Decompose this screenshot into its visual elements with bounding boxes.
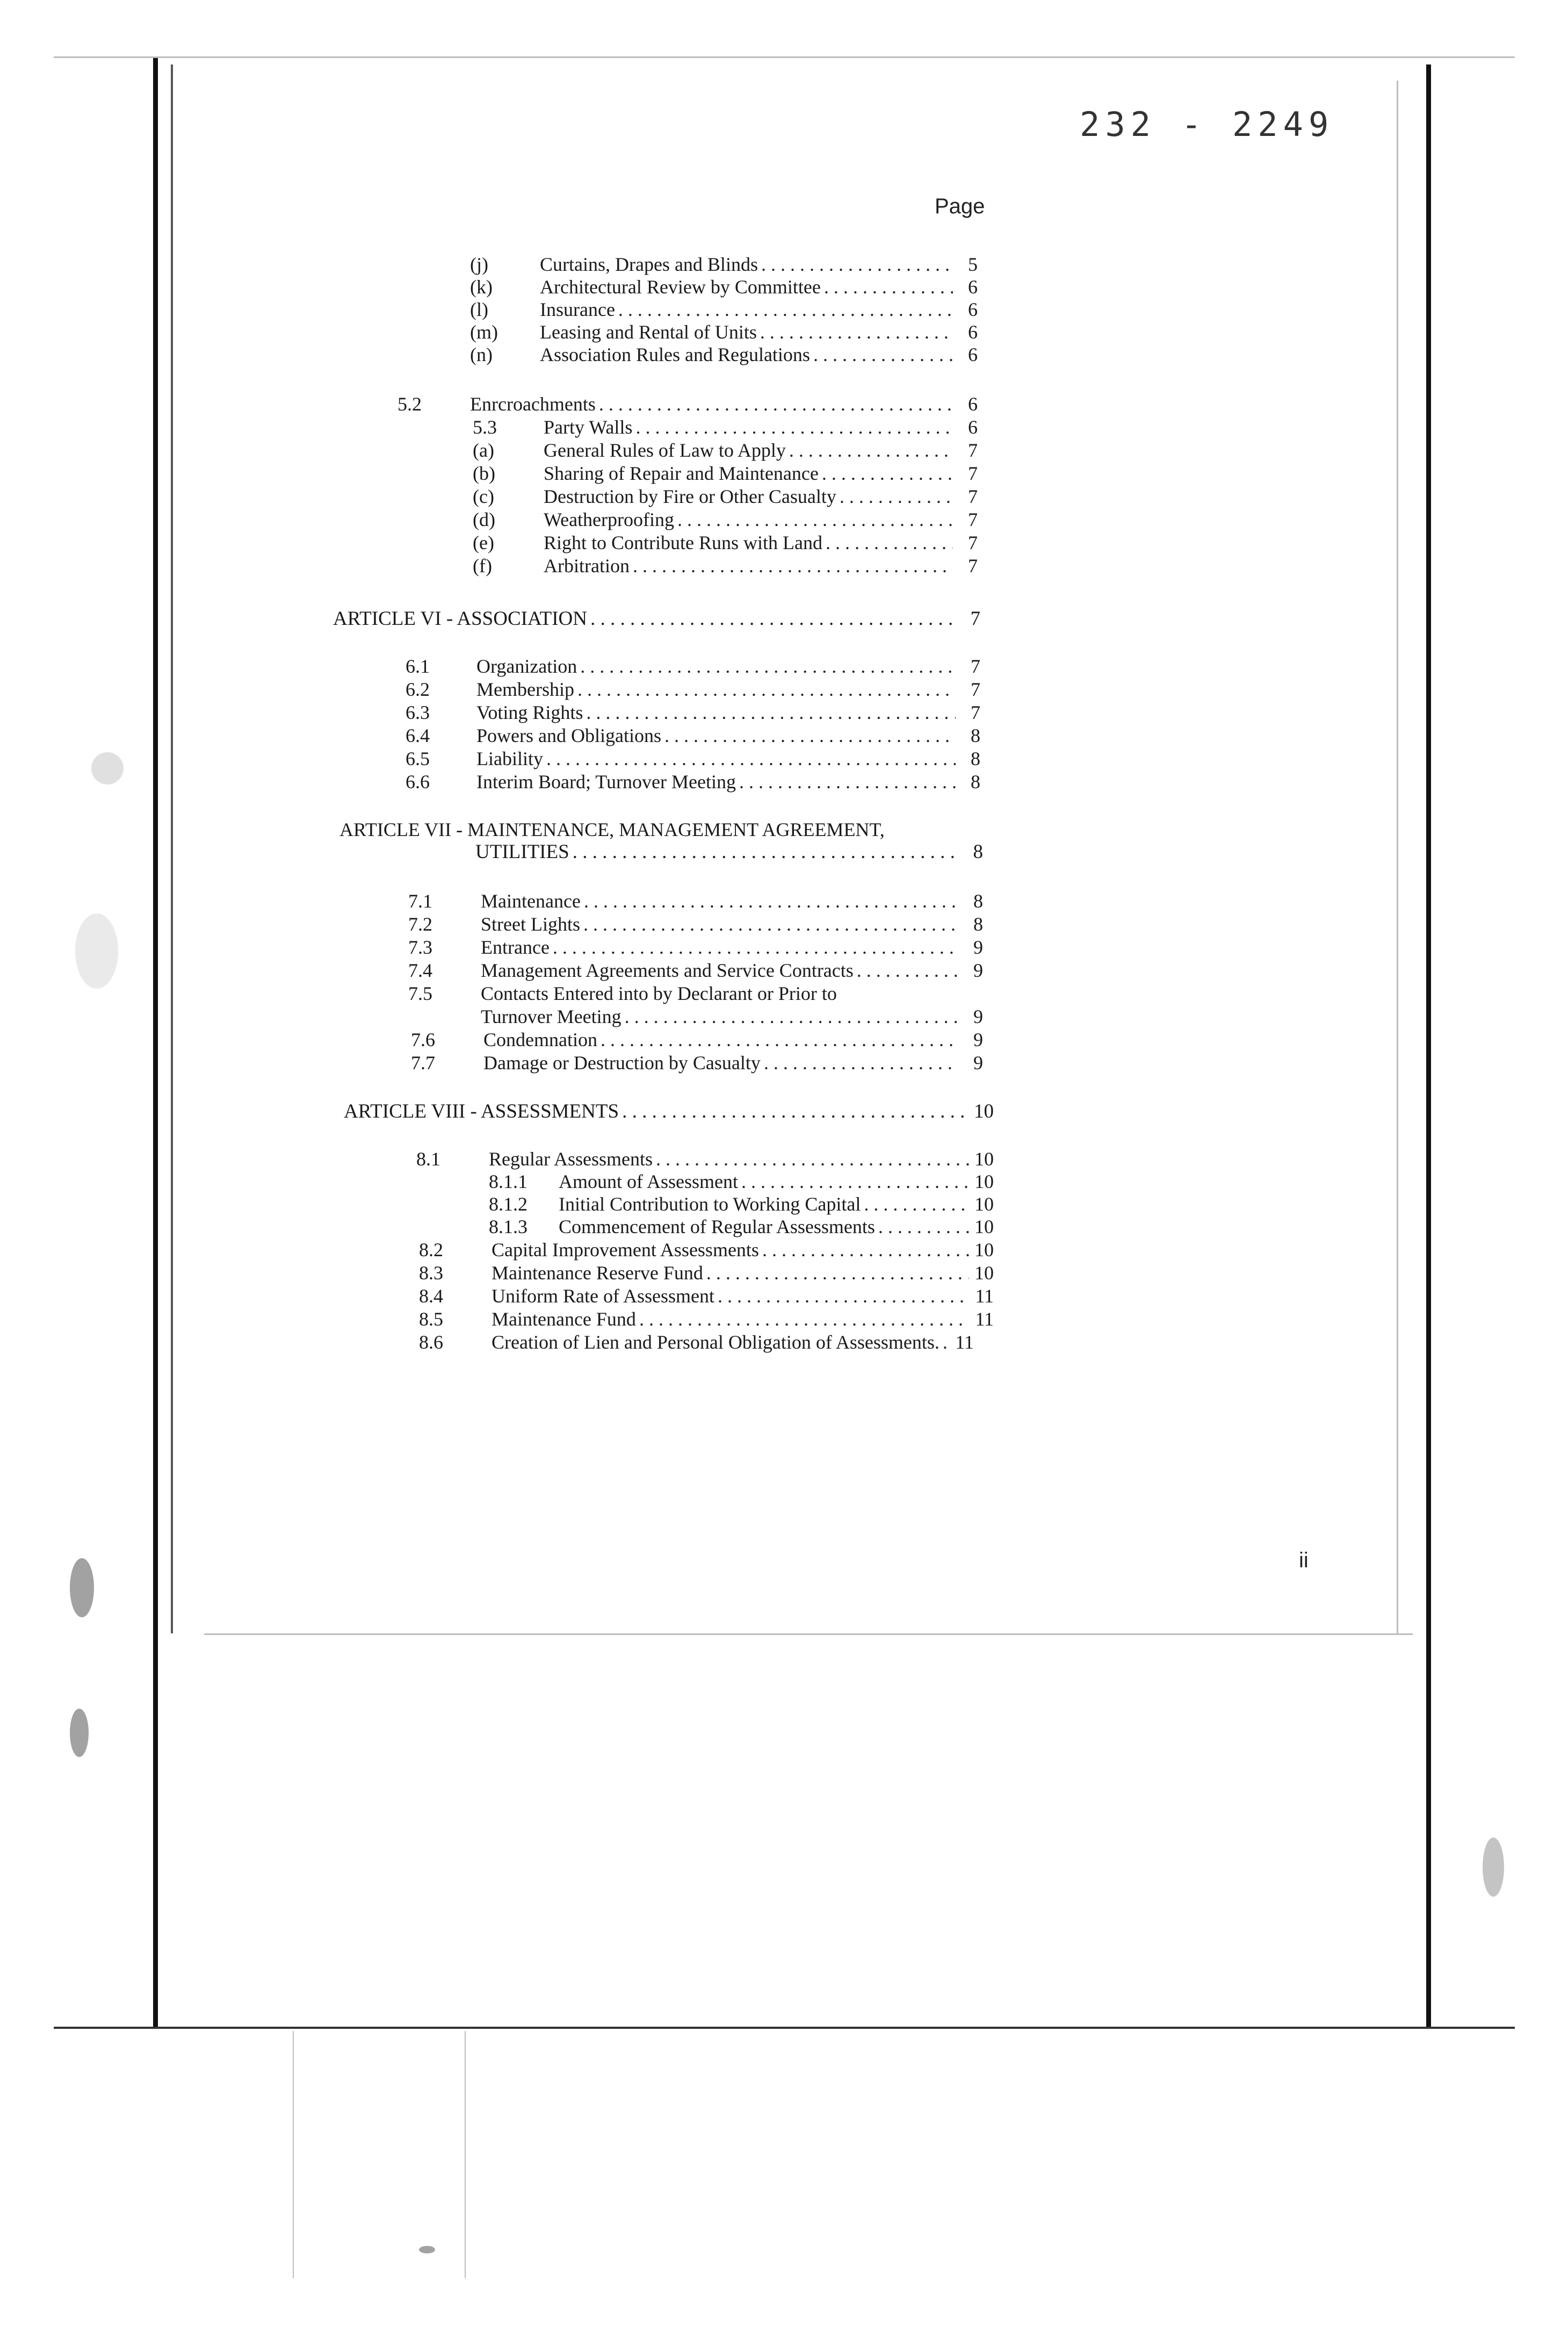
toc-entry-number: (d) xyxy=(473,509,495,530)
toc-entry-number: (f) xyxy=(473,555,492,577)
toc-entry-title: Insurance xyxy=(540,299,615,320)
toc-entry-page: 7 xyxy=(970,608,980,630)
toc-leader-dots xyxy=(878,1215,969,1238)
toc-leader-dots xyxy=(584,889,958,913)
toc-entry-page: 7 xyxy=(968,486,978,507)
toc-entry-number: 8.5 xyxy=(419,1308,443,1330)
toc-entry xyxy=(473,531,978,554)
toc-entry xyxy=(473,508,978,531)
toc-entry-number: 8.1.1 xyxy=(489,1171,528,1192)
toc-leader-dots xyxy=(553,935,958,959)
toc-entry-page: 11 xyxy=(975,1308,994,1330)
page-column-heading: Page xyxy=(935,195,985,218)
toc-entry-number: 8.6 xyxy=(419,1331,443,1353)
toc-entry-page: 9 xyxy=(973,937,983,958)
toc-entry-number: 8.1.3 xyxy=(489,1216,528,1237)
toc-entry-page: 6 xyxy=(968,416,978,438)
toc-article-heading-continued xyxy=(475,840,983,864)
toc-entry-title: General Rules of Law to Apply xyxy=(544,440,786,461)
toc-entry-title: Liability xyxy=(476,748,543,769)
toc-entry-title: Amount of Assessment xyxy=(559,1171,739,1192)
toc-entry-page: 8 xyxy=(971,771,980,793)
toc-entry-number: 6.4 xyxy=(406,725,430,746)
toc-entry-number: 8.2 xyxy=(419,1239,443,1261)
toc-entry-title: Maintenance Fund xyxy=(492,1308,636,1330)
toc-entry-title: Architectural Review by Committee xyxy=(540,276,821,298)
toc-entry-title: Destruction by Fire or Other Casualty xyxy=(544,486,836,507)
toc-entry-title: Powers and Obligations xyxy=(476,725,661,746)
toc-article-heading xyxy=(344,1100,994,1123)
toc-entry xyxy=(419,1284,994,1308)
toc-entry-page: 11 xyxy=(955,1331,974,1353)
toc-entry-page: 6 xyxy=(968,393,978,415)
toc-leader-dots xyxy=(625,1005,958,1028)
toc-entry-title: Street Lights xyxy=(481,913,580,935)
toc-entry-number: 8.1 xyxy=(416,1148,440,1170)
toc-entry xyxy=(473,485,978,508)
toc-entry-title: Weatherproofing xyxy=(544,509,674,530)
toc-entry xyxy=(470,320,978,344)
toc-entry-page: 10 xyxy=(974,1100,994,1122)
toc-leader-dots xyxy=(583,912,958,936)
toc-entry-number: 6.1 xyxy=(406,656,430,677)
toc-entry xyxy=(406,724,980,747)
toc-entry xyxy=(408,982,983,1005)
toc-entry-page: 9 xyxy=(973,960,983,981)
toc-entry-title: Arbitration xyxy=(544,555,630,577)
toc-entry-number: 7.2 xyxy=(408,913,432,935)
toc-entry-number: 7.4 xyxy=(408,960,432,981)
toc-entry-title: Association Rules and Regulations xyxy=(540,344,810,365)
toc-entry-number: 6.5 xyxy=(406,748,430,769)
toc-entry xyxy=(406,678,980,701)
toc-entry-page: 6 xyxy=(968,276,978,298)
toc-entry-title: Interim Board; Turnover Meeting xyxy=(476,771,736,793)
toc-entry-title: Commencement of Regular Assessments xyxy=(559,1216,875,1237)
toc-entry-title: ARTICLE VI - ASSOCIATION xyxy=(333,608,587,630)
toc-entry xyxy=(406,770,980,794)
toc-leader-dots xyxy=(664,724,956,747)
toc-entry-number: (l) xyxy=(470,299,488,320)
toc-entry-title: Maintenance xyxy=(481,890,581,912)
toc-entry-title: Initial Contribution to Working Capital xyxy=(559,1193,861,1215)
toc-entry-page: 8 xyxy=(973,841,983,863)
toc-entry-number: 7.7 xyxy=(411,1052,435,1074)
toc-entry-title: Uniform Rate of Assessment xyxy=(492,1285,714,1307)
toc-entry-page: 7 xyxy=(968,532,978,553)
toc-leader-dots xyxy=(760,320,953,344)
toc-entry xyxy=(416,1147,994,1171)
toc-entry-number: (a) xyxy=(473,440,494,461)
toc-entry-number: 6.2 xyxy=(406,679,430,700)
toc-entry-page: 7 xyxy=(971,656,980,677)
toc-entry-title: Capital Improvement Assessments xyxy=(492,1239,759,1261)
toc-leader-dots xyxy=(840,485,953,508)
toc-entry-page: 11 xyxy=(975,1285,994,1307)
toc-entry xyxy=(411,1051,983,1075)
toc-entry-number: 5.3 xyxy=(473,416,497,438)
toc-entry-title: ARTICLE VIII - ASSESSMENTS xyxy=(344,1100,619,1122)
toc-leader-dots xyxy=(677,508,953,531)
toc-entry-number: (n) xyxy=(470,344,493,365)
toc-entry xyxy=(406,701,980,724)
toc-leader-dots xyxy=(590,607,956,631)
toc-entry-number: (m) xyxy=(470,321,498,343)
toc-leader-dots xyxy=(635,415,953,439)
toc-entry-page: 9 xyxy=(973,1006,983,1027)
toc-leader-dots xyxy=(857,959,958,982)
toc-entry-page: 8 xyxy=(971,725,980,746)
toc-entry xyxy=(489,1170,994,1193)
toc-entry-page: 7 xyxy=(968,555,978,577)
toc-entry-title: Voting Rights xyxy=(476,702,583,723)
toc-entry-title: Leasing and Rental of Units xyxy=(540,321,757,343)
toc-leader-dots xyxy=(706,1261,969,1285)
toc-entry xyxy=(473,438,978,462)
toc-entry-title: Enrcroachments xyxy=(470,393,596,415)
toc-leader-dots xyxy=(739,770,956,794)
toc-entry-page: 10 xyxy=(974,1148,994,1170)
toc-entry xyxy=(473,415,978,439)
toc-entry xyxy=(406,654,980,678)
toc-entry-title: Management Agreements and Service Contracts xyxy=(481,960,854,981)
toc-entry-page: 10 xyxy=(974,1239,994,1261)
toc-leader-dots xyxy=(813,343,953,366)
toc-entry-title: Curtains, Drapes and Blinds xyxy=(540,254,758,275)
toc-entry-page: 7 xyxy=(968,440,978,461)
toc-entry-page: 7 xyxy=(971,702,980,723)
toc-leader-dots xyxy=(599,392,953,416)
toc-leader-dots xyxy=(764,1051,958,1075)
toc-entry-number: (j) xyxy=(470,254,488,275)
toc-entry-number: 5.2 xyxy=(398,393,422,415)
toc-entry-continued xyxy=(481,1005,983,1028)
toc-entry xyxy=(470,298,978,321)
toc-entry-page: 10 xyxy=(974,1216,994,1237)
toc-entry-title: Membership xyxy=(476,679,574,700)
toc-entry-number: 7.3 xyxy=(408,937,432,958)
toc-leader-dots xyxy=(656,1147,969,1171)
toc-entry xyxy=(470,343,978,366)
toc-entry xyxy=(419,1238,994,1262)
toc-entry-page: 10 xyxy=(974,1262,994,1284)
toc-leader-dots xyxy=(789,438,953,462)
toc-entry-title: Regular Assessments xyxy=(489,1148,653,1170)
toc-article-heading xyxy=(333,607,980,631)
toc-leader-dots xyxy=(601,1028,958,1051)
toc-entry-page: 8 xyxy=(973,913,983,935)
toc-leader-dots xyxy=(824,275,953,299)
toc-entry-page: 6 xyxy=(968,321,978,343)
toc-entry-page: 10 xyxy=(974,1171,994,1192)
toc-entry xyxy=(408,889,983,913)
toc-leader-dots xyxy=(633,554,953,578)
toc-leader-dots xyxy=(718,1284,969,1308)
toc-entry xyxy=(411,1028,983,1051)
toc-entry xyxy=(406,747,980,770)
toc-entry-title: Party Walls xyxy=(544,416,633,438)
toc-entry xyxy=(473,554,978,578)
toc-entry xyxy=(473,462,978,485)
toc-leader-dots xyxy=(577,678,956,701)
toc-entry-number: (b) xyxy=(473,463,495,484)
toc-entry-page: 7 xyxy=(968,463,978,484)
toc-entry-number: 8.1.2 xyxy=(489,1193,528,1215)
toc-leader-dots xyxy=(580,654,956,678)
toc-entry-page: 7 xyxy=(968,509,978,530)
toc-entry-page: 10 xyxy=(974,1193,994,1215)
toc-entry xyxy=(408,935,983,959)
toc-entry-title: Turnover Meeting xyxy=(481,1006,622,1027)
toc-leader-dots xyxy=(761,253,953,276)
toc-entry-title: Entrance xyxy=(481,937,550,958)
toc-entry-page: 8 xyxy=(973,890,983,912)
toc-entry-page: 9 xyxy=(973,1052,983,1074)
toc-entry xyxy=(419,1307,994,1331)
toc-entry-page: 9 xyxy=(973,1029,983,1050)
toc-entry-title: Damage or Destruction by Casualty xyxy=(483,1052,761,1074)
toc-entry xyxy=(398,392,978,416)
toc-entry-number: (c) xyxy=(473,486,494,507)
toc-entry xyxy=(470,253,978,276)
toc-leader-dots xyxy=(762,1238,969,1262)
toc-leader-dots xyxy=(546,747,956,770)
toc-entry-number: 8.4 xyxy=(419,1285,443,1307)
toc-entry-page: 6 xyxy=(968,299,978,320)
toc-entry xyxy=(419,1261,994,1285)
toc-entry-number: 8.3 xyxy=(419,1262,443,1284)
toc-entry-number: 6.3 xyxy=(406,702,430,723)
toc-entry-number: 6.6 xyxy=(406,771,430,793)
toc-entry-number: (e) xyxy=(473,532,494,553)
toc-entry-page: 6 xyxy=(968,344,978,365)
document-number: 232 - 2249 xyxy=(1080,105,1334,144)
toc-entry-title: Creation of Lien and Personal Obligation of Assessments. xyxy=(492,1331,940,1353)
toc-entry xyxy=(408,959,983,982)
toc-article-heading: ARTICLE VII - MAINTENANCE, MANAGEMENT AGREEMENT, xyxy=(339,819,885,840)
toc-entry-title: Condemnation xyxy=(483,1029,597,1050)
toc-entry-number: 7.5 xyxy=(408,983,432,1004)
toc-entry xyxy=(470,275,978,299)
toc-entry-page: 8 xyxy=(971,748,980,769)
toc-entry xyxy=(419,1330,996,1354)
toc-leader-dots xyxy=(618,298,953,321)
toc-leader-dots xyxy=(943,1330,949,1354)
toc-entry xyxy=(408,912,983,936)
toc-entry-title: Sharing of Repair and Maintenance xyxy=(544,463,819,484)
toc-entry-title: Organization xyxy=(476,656,577,677)
toc-leader-dots xyxy=(864,1192,969,1216)
toc-entry-page: 7 xyxy=(971,679,980,700)
toc-entry-number: 7.1 xyxy=(408,890,432,912)
toc-entry-page: 5 xyxy=(968,254,978,275)
toc-leader-dots xyxy=(741,1170,969,1193)
toc-leader-dots xyxy=(826,531,953,554)
toc-entry-title: Maintenance Reserve Fund xyxy=(492,1262,703,1284)
toc-entry xyxy=(489,1215,994,1238)
toc-entry-number: 7.6 xyxy=(411,1029,435,1050)
page-number: ii xyxy=(1299,1548,1309,1572)
toc-leader-dots xyxy=(639,1307,969,1331)
toc-entry-title: Contacts Entered into by Declarant or Prior to xyxy=(481,983,837,1004)
toc-entry-number: (k) xyxy=(470,276,493,298)
toc-leader-dots xyxy=(622,1100,969,1123)
toc-leader-dots xyxy=(822,462,953,485)
toc-leader-dots xyxy=(573,840,958,864)
toc-entry xyxy=(489,1192,994,1216)
toc-leader-dots xyxy=(586,701,956,724)
toc-entry-title: Right to Contribute Runs with Land xyxy=(544,532,822,553)
toc-entry-title: UTILITIES xyxy=(475,841,569,863)
